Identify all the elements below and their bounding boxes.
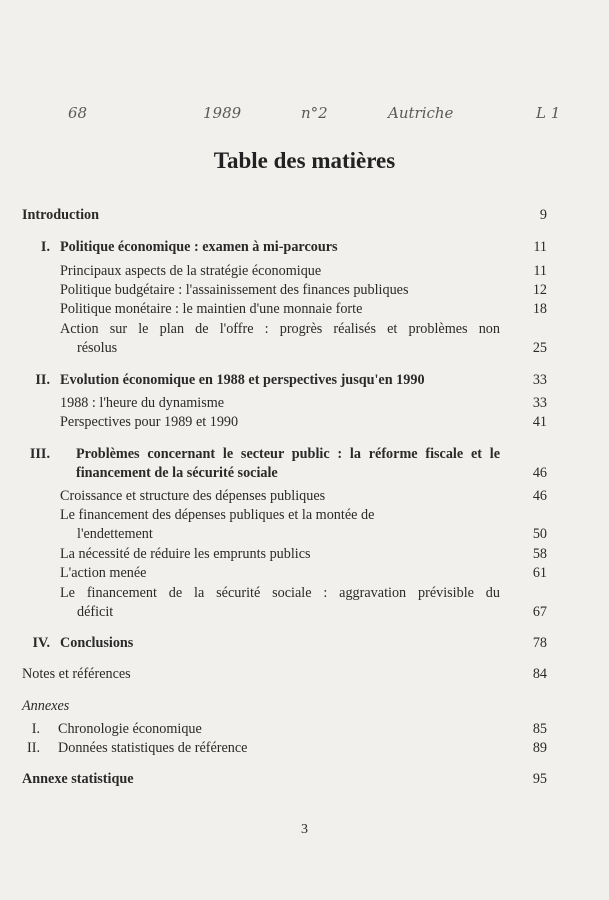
toc-section-iii-title: Problèmes concernant le secteur public : la réforme fiscale et le [76, 446, 500, 462]
toc-item: 1988 : l'heure du dynamisme [60, 395, 225, 411]
toc-item: Le financement des dépenses publiques et la montée de [60, 507, 375, 523]
toc-item-page: 58 [532, 546, 547, 562]
toc-section-ii-page: 33 [532, 372, 547, 388]
handwritten-note-1: 68 [68, 104, 88, 122]
toc-section-iv-page: 78 [532, 635, 547, 651]
toc-section-iv-number: IV. [32, 635, 50, 651]
toc-item-page: 41 [532, 414, 547, 430]
toc-introduction-page: 9 [539, 207, 547, 223]
toc-section-ii-number: II. [35, 372, 50, 388]
toc-item-page: 25 [532, 340, 547, 356]
toc-item-page: 18 [532, 301, 547, 317]
toc-item-page: 11 [533, 263, 547, 279]
toc-item: Action sur le plan de l'offre : progrès réalisés et problèmes non [60, 321, 500, 337]
toc-section-iii-title-continued: financement de la sécurité sociale [76, 465, 278, 481]
toc-item: Politique monétaire : le maintien d'une monnaie forte [60, 301, 363, 317]
toc-section-i-page: 11 [533, 239, 547, 255]
toc-item-page: 61 [532, 565, 547, 581]
toc-item-continued: résolus [77, 340, 118, 356]
toc-item-page: 33 [532, 395, 547, 411]
toc-item: L'action menée [60, 565, 147, 581]
toc-item: La nécessité de réduire les emprunts publics [60, 546, 311, 562]
toc-annex-i-title: Chronologie économique [58, 721, 202, 737]
toc-section-ii-title: Evolution économique en 1988 et perspectives jusqu'en 1990 [60, 372, 425, 388]
toc-item-page: 46 [532, 488, 547, 504]
toc-section-iii-page: 46 [532, 465, 547, 481]
toc-introduction: Introduction [22, 207, 99, 223]
toc-item-page: 50 [532, 526, 547, 542]
toc-item-page: 12 [532, 282, 547, 298]
toc-item: Croissance et structure des dépenses publiques [60, 488, 326, 504]
toc-notes: Notes et références [22, 666, 131, 682]
page-number: 3 [301, 822, 308, 837]
toc-annex-ii-page: 89 [532, 740, 547, 756]
toc-statistical-annex: Annexe statistique [22, 771, 134, 787]
toc-annex-ii-number: II. [27, 740, 40, 756]
toc-item: Principaux aspects de la stratégie économique [60, 263, 322, 279]
toc-item-continued: déficit [77, 604, 114, 620]
toc-annexes-heading: Annexes [22, 698, 70, 714]
toc-item-continued: l'endettement [77, 526, 153, 542]
toc-statistical-annex-page: 95 [532, 771, 547, 787]
handwritten-note-4: Autriche [388, 104, 454, 122]
toc-annex-ii-title: Données statistiques de référence [58, 740, 248, 756]
toc-section-i-title: Politique économique : examen à mi-parcours [60, 239, 338, 255]
page-title: Table des matières [213, 148, 396, 173]
toc-section-iii-number: III. [29, 446, 50, 462]
toc-section-iv-title: Conclusions [60, 635, 134, 651]
handwritten-note-5: L 1 [536, 104, 561, 122]
toc-item-page: 67 [532, 604, 547, 620]
toc-annex-i-page: 85 [532, 721, 547, 737]
toc-section-i-number: I. [40, 239, 50, 255]
toc-item: Politique budgétaire : l'assainissement des finances publiques [60, 282, 409, 298]
toc-item: Le financement de la sécurité sociale : aggravation prévisible du [60, 585, 500, 601]
handwritten-note-3: n°2 [301, 104, 328, 122]
toc-annex-i-number: I. [31, 721, 40, 737]
toc-item: Perspectives pour 1989 et 1990 [60, 414, 239, 430]
toc-notes-page: 84 [532, 666, 547, 682]
handwritten-note-2: 1989 [203, 104, 242, 122]
